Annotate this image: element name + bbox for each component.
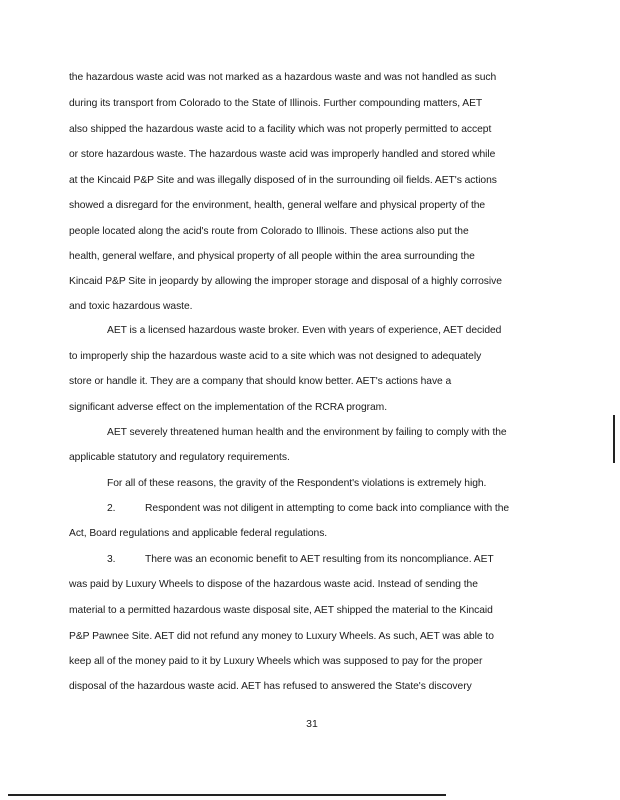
body-line-14: significant adverse effect on the implementation of the RCRA program.	[69, 402, 388, 413]
body-line-12: to improperly ship the hazardous waste acid to a site which was not designed to adequately	[69, 351, 482, 362]
item-number-3: 3.	[107, 554, 116, 565]
margin-mark	[613, 415, 615, 463]
body-line-9: Kincaid P&P Site in jeopardy by allowing the improper storage and disposal of a highly corrosive	[69, 276, 502, 287]
body-line-15: AET severely threatened human health and the environment by failing to comply with the	[107, 427, 507, 438]
page-number: 31	[306, 718, 318, 730]
body-line-5: at the Kincaid P&P Site and was illegally disposed of in the surrounding oil fields. AET's actions	[69, 175, 497, 186]
body-line-13: store or handle it. They are a company that should know better. AET's actions have a	[69, 376, 452, 387]
body-line-25: disposal of the hazardous waste acid. AET has refused to answered the State's discovery	[69, 681, 472, 692]
body-line-3: also shipped the hazardous waste acid to a facility which was not properly permitted to accept	[69, 124, 492, 135]
body-line-11: AET is a licensed hazardous waste broker. Even with years of experience, AET decided	[107, 325, 502, 336]
body-line-20: There was an economic benefit to AET resulting from its noncompliance. AET	[145, 554, 494, 565]
item-number-2: 2.	[107, 503, 116, 514]
body-line-21: was paid by Luxury Wheels to dispose of the hazardous waste acid. Instead of sending the	[69, 579, 478, 590]
body-line-7: people located along the acid's route from Colorado to Illinois. These actions also put the	[69, 226, 469, 237]
body-line-10: and toxic hazardous waste.	[69, 301, 193, 312]
body-line-17: For all of these reasons, the gravity of the Respondent's violations is extremely high.	[107, 478, 487, 489]
body-line-6: showed a disregard for the environment, health, general welfare and physical property of the	[69, 200, 486, 211]
bottom-rule	[8, 794, 446, 796]
body-line-1: the hazardous waste acid was not marked as a hazardous waste and was not handled as such	[69, 72, 497, 83]
body-line-4: or store hazardous waste. The hazardous waste acid was improperly handled and stored while	[69, 149, 496, 160]
body-line-24: keep all of the money paid to it by Luxury Wheels which was supposed to pay for the proper	[69, 656, 483, 667]
body-line-23: P&P Pawnee Site. AET did not refund any money to Luxury Wheels. As such, AET was able to	[69, 631, 494, 642]
body-line-19: Act, Board regulations and applicable federal regulations.	[69, 528, 328, 539]
body-line-18: Respondent was not diligent in attempting to come back into compliance with the	[145, 503, 510, 514]
body-line-8: health, general welfare, and physical property of all people within the area surrounding the	[69, 251, 475, 262]
body-line-16: applicable statutory and regulatory requirements.	[69, 452, 290, 463]
body-line-2: during its transport from Colorado to the State of Illinois. Further compounding matters, AET	[69, 98, 483, 109]
body-line-22: material to a permitted hazardous waste disposal site, AET shipped the material to the Kincaid	[69, 605, 493, 616]
